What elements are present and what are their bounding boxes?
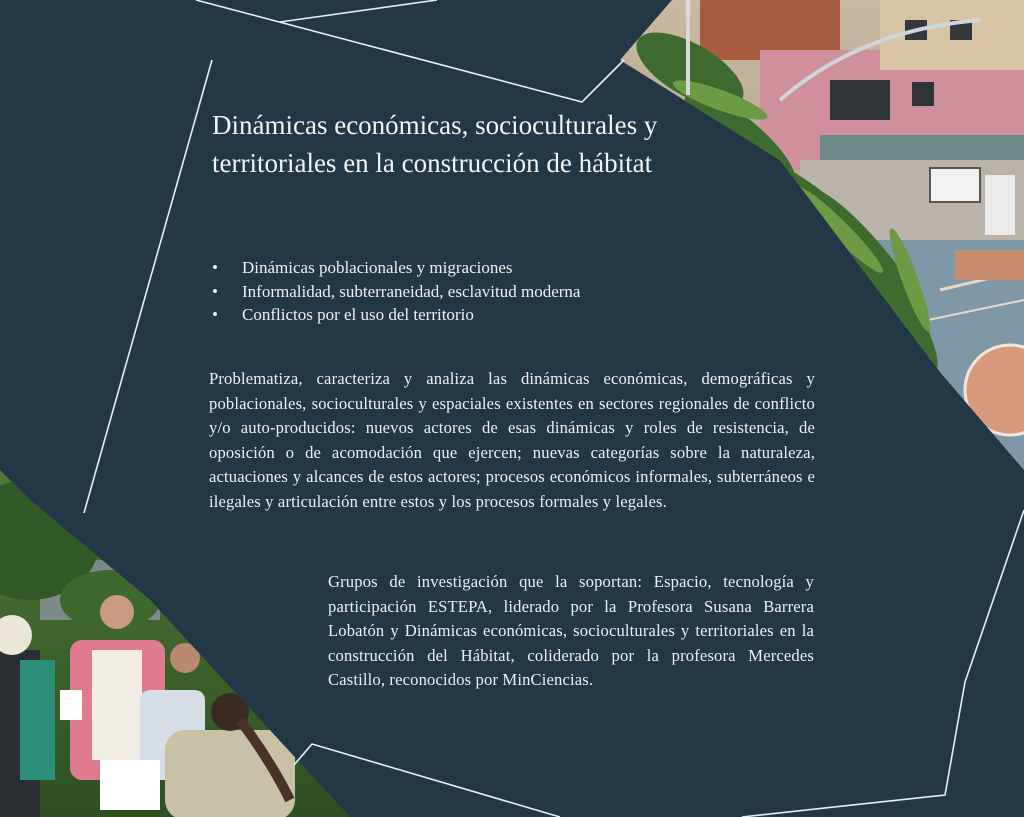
frame-line-top — [196, 0, 624, 102]
list-item-text: Dinámicas poblacionales y migraciones — [242, 258, 513, 277]
description-paragraph: Problematiza, caracteriza y analiza las dinámicas económicas, demográficas y poblacionales, socioculturales y espaciales existentes en sectores regionales de conflicto y/o auto-producidos: nuevos actores de esas dinámicas y roles de resistencia, de oposición o de acomodación que ejercen; nuevas categorías sobre la naturaleza, actuaciones y alcances de estos actores; procesos económicos informales, subterráneos e ilegales y articulación entre estos y los procesos formales y legales. — [209, 369, 815, 511]
list-item-text: Informalidad, subterraneidad, esclavitud moderna — [242, 281, 581, 301]
bullet-icon: • — [212, 258, 218, 277]
list-item — [212, 280, 732, 304]
list-item — [212, 303, 732, 327]
frame-line-bottom — [294, 744, 560, 817]
frame-line-top-2 — [280, 0, 437, 22]
list-item — [212, 256, 732, 280]
frame-line-left — [84, 60, 212, 513]
topic-list — [212, 256, 732, 327]
page-title: Dinámicas económicas, socioculturales y territoriales en la construcción de hábitat — [212, 110, 658, 178]
research-groups-paragraph: Grupos de investigación que la soportan: Espacio, tecnología y participación ESTEPA, liderado por la Profesora Susana Barrera Lobatón y Dinámicas económicas, socioculturales y territoriales en la construcción del Hábitat, coliderado por la profesora Mercedes Castillo, reconocidos por MinCiencias. — [328, 572, 814, 690]
bullet-icon: • — [212, 305, 218, 324]
list-item-text: Conflictos por el uso del territorio — [242, 305, 474, 324]
bullet-icon: • — [212, 281, 218, 301]
